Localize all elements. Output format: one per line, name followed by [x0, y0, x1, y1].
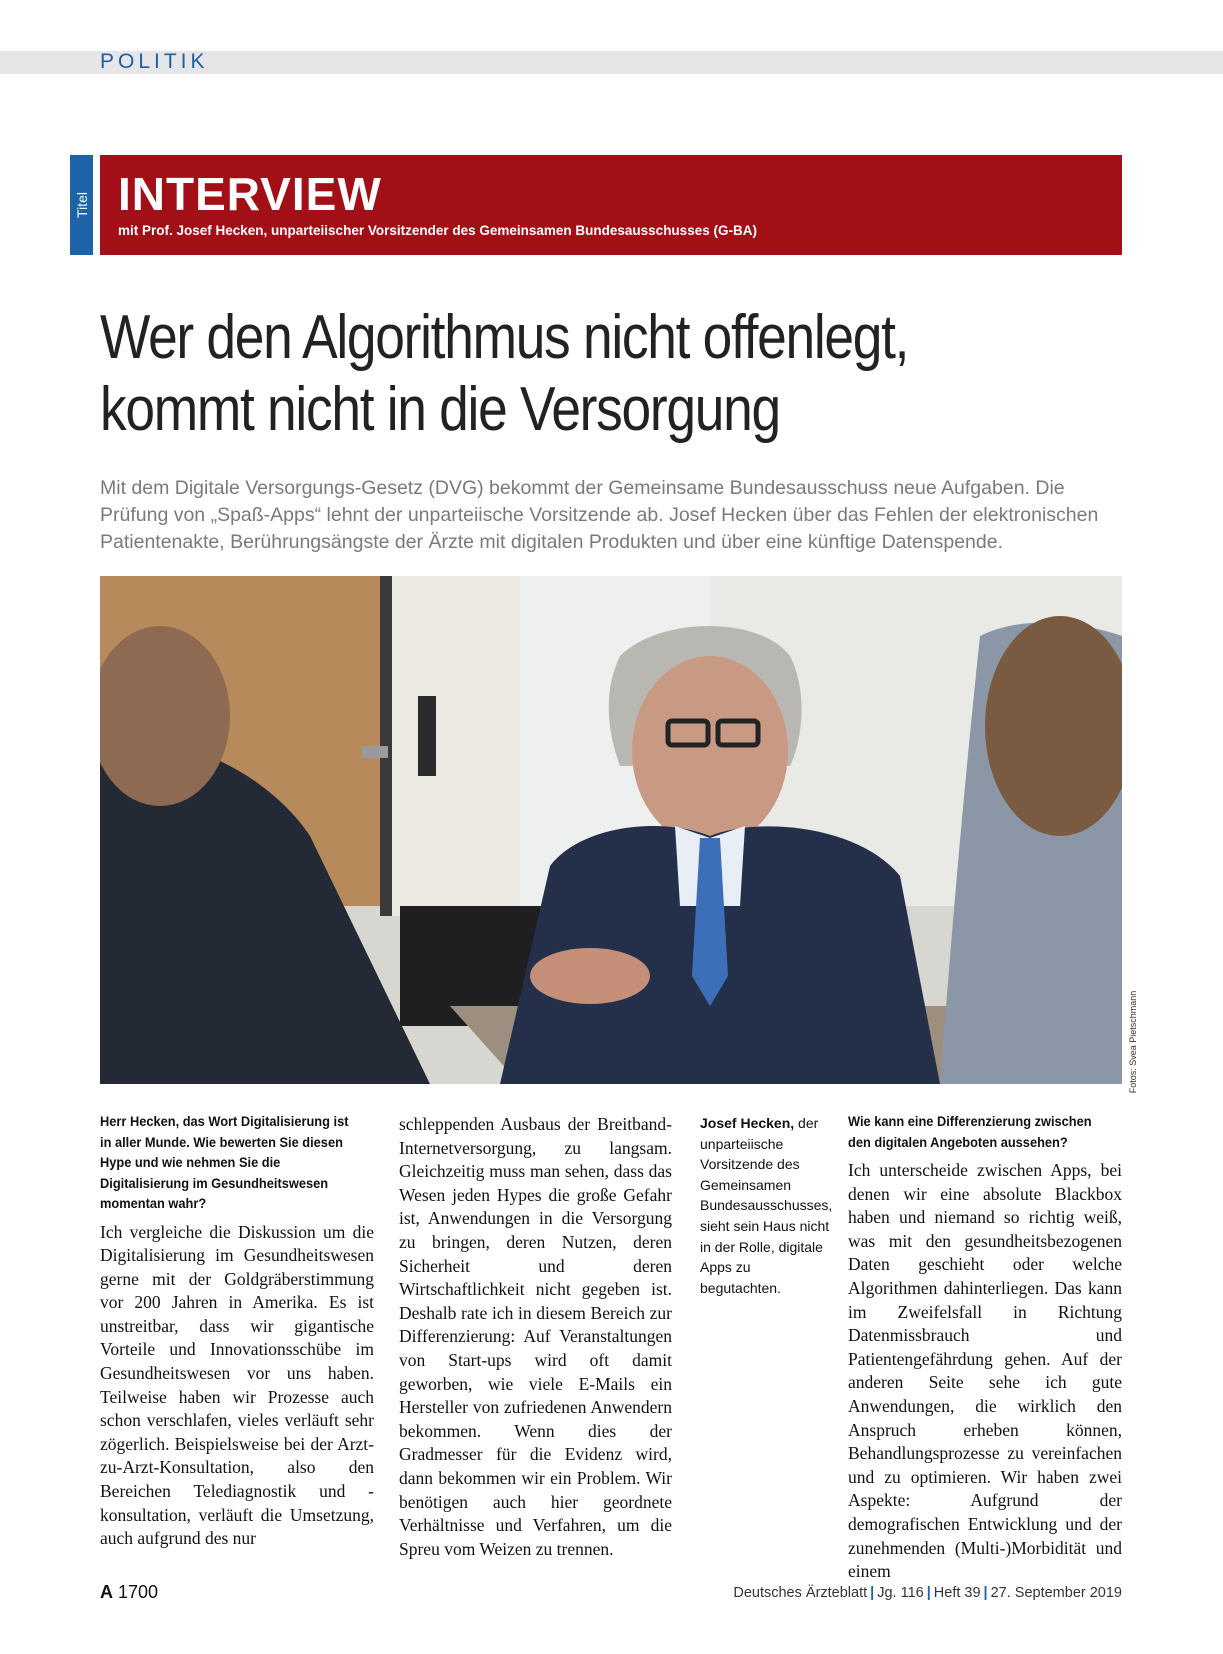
interview-photo — [100, 576, 1122, 1084]
journal-issue: Heft 39 — [933, 1585, 981, 1601]
answer-2: Ich unterscheide zwischen Apps, bei denen wir eine absolute Blackbox haben und niemand so richtig weiß, was mit den gesundheitsbezogenen Daten geschieht oder welche Algorithmen dahinterliegen. Das kann im Zweifelsfall in Richtung Datenmissbrauch und Patientengefährdung gehen. Auf der anderen Seite sehe ich gute Anwendungen, die wirklich den Anspruch erheben können, Behandlungsprozesse zu vereinfachen und zu optimieren. Wir haben zwei Aspekte: Aufgrund der demografischen Entwicklung und der zunehmenden (Multi-)Morbidität und einem — [848, 1160, 1122, 1582]
separator: | — [870, 1585, 875, 1601]
page-number-value: 1700 — [118, 1582, 159, 1602]
question-2: Wie kann eine Differenzierung zwischen den digitalen Angeboten aussehen? — [848, 1114, 1092, 1150]
caption-name: Josef Hecken, — [700, 1115, 795, 1131]
column-2 — [399, 1113, 672, 1561]
answer-1: Ich vergleiche die Diskussion um die Digitalisierung im Gesundheitswesen gerne mit der Goldgräberstimmung vor 200 Jahren in Amerika. Es ist unstreitbar, dass wir gigantische Vorteile und Innovationsschübe im Gesundheitswesen vor uns haben. Teilweise haben wir Prozesse auch schon verschlafen, vieles verläuft sehr zögerlich. Beispielsweise bei der Arzt-zu-Arzt-Konsultation, also den Bereichen Telediagnostik und -konsultation, verläuft die Umsetzung, auch aufgrund des nur — [100, 1221, 374, 1549]
banner-title: INTERVIEW — [118, 168, 382, 220]
caption-text: der unparteiische Vorsitzende des Gemeinsamen Bundesausschusses, sieht sein Haus nicht in der Rolle, digitale Apps zu begutachten. — [700, 1115, 833, 1296]
headline-line-1: Wer den Algorithmus nicht offenlegt, — [100, 303, 909, 372]
column-4 — [848, 1112, 1122, 1584]
separator: | — [983, 1585, 988, 1601]
photo-illustration — [100, 576, 1122, 1084]
journal-date: 27. September 2019 — [990, 1585, 1122, 1601]
section-label: POLITIK — [100, 50, 209, 73]
banner-subtitle: mit Prof. Josef Hecken, unparteiischer Vorsitzender des Gemeinsamen Bundesausschusses (G-BA) — [118, 223, 757, 238]
journal-volume: Jg. 116 — [877, 1585, 924, 1601]
photo-caption — [700, 1113, 835, 1298]
question-1: Herr Hecken, das Wort Digitalisierung ist in aller Munde. Wie bewerten Sie diesen Hype und wie nehmen Sie die Digitalisierung im Gesundheitswesen momentan wahr? — [100, 1114, 349, 1211]
page-number — [100, 1582, 158, 1603]
journal-footer — [733, 1585, 1122, 1601]
titel-tab-label: Titel — [73, 192, 90, 218]
separator: | — [926, 1585, 931, 1601]
photo-credit-text: Fotos: Svea Pietschmann — [1128, 990, 1138, 1094]
headline-line-2: kommt nicht in die Versorgung — [100, 375, 780, 444]
page-prefix: A — [100, 1582, 113, 1602]
headline — [100, 302, 986, 446]
lead-paragraph: Mit dem Digitale Versorgungs-Gesetz (DVG) bekommt der Gemeinsame Bundesausschuss neue Aufgaben. Die Prüfung von „Spaß-Apps“ lehnt der unparteiische Vorsitzende ab. Josef Hecken über das Fehlen der elektronischen Patientenakte, Berührungsängste der Ärzte mit digitalen Produkten und über eine künftige Datenspende. — [100, 477, 1099, 553]
column-1 — [100, 1112, 374, 1551]
journal-name: Deutsches Ärzteblatt — [733, 1585, 868, 1601]
photo-credit — [1126, 990, 1140, 1094]
answer-1-continued: schleppenden Ausbaus der Breitband-Internetversorgung, zu langsam. Gleichzeitig muss man sehen, dass das Wesen jeden Hypes die große Gefahr ist, Anwendungen in die Versorgung zu bringen, deren Nutzen, deren Sicherheit und deren Wirtschaftlichkeit nicht gegeben ist. Deshalb rate ich in diesem Bereich zur Differenzierung: Auf Veranstaltungen von Start-ups wird oft damit geworben, wie viele E-Mails ein Hersteller von zufriedenen Anwendern bekommen. Wenn dies der Gradmesser für die Evidenz wird, dann bekommen wir ein Problem. Wir benötigen auch hier geordnete Verhältnisse und Verfahren, um die Spreu vom Weizen zu trennen. — [399, 1114, 672, 1559]
interview-banner — [100, 155, 1122, 255]
titel-tab — [70, 155, 93, 255]
